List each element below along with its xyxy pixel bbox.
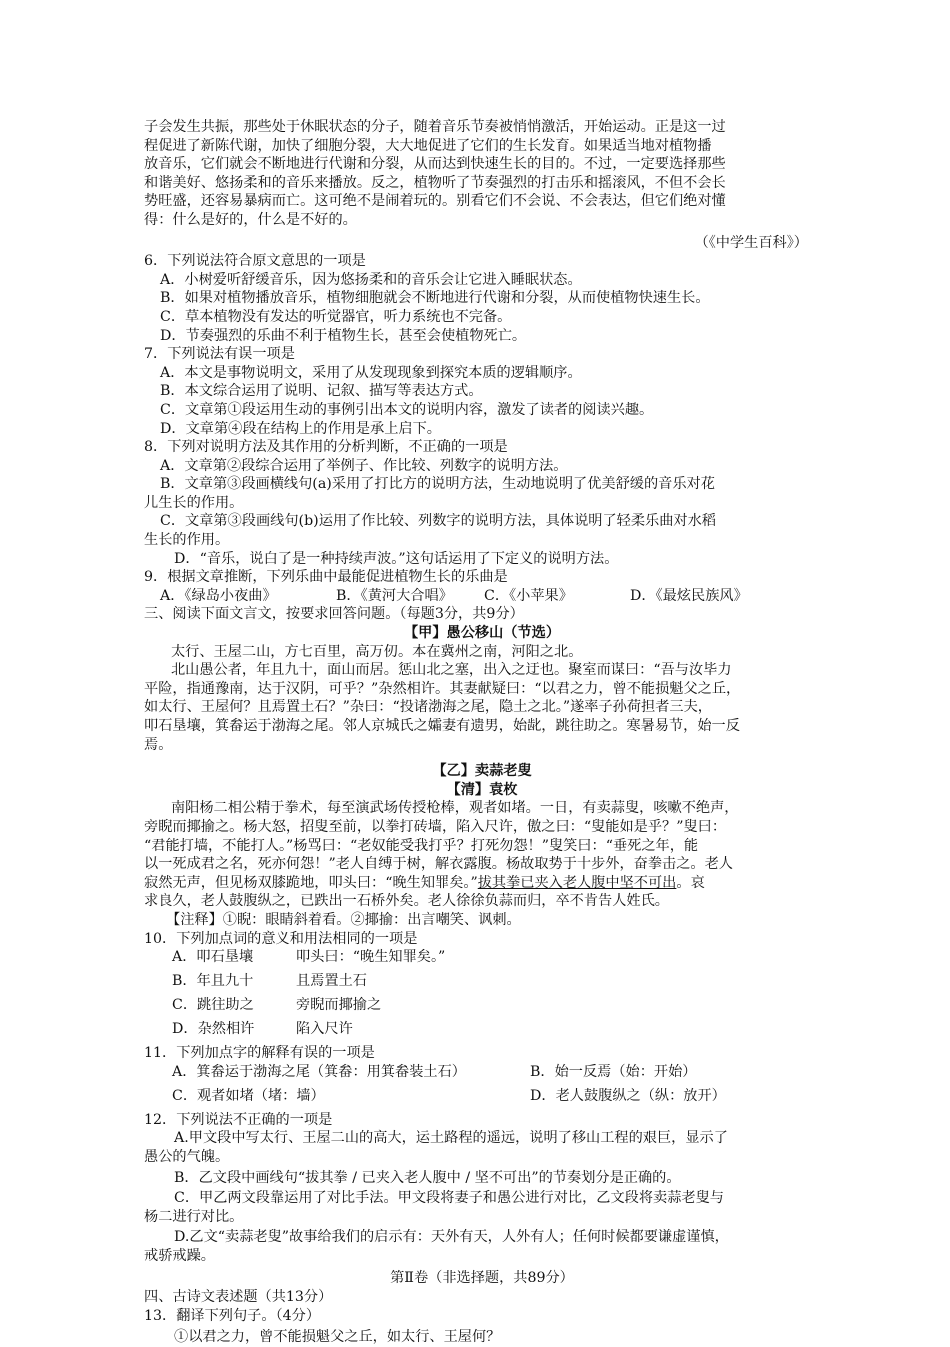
passage-jia-line: 叩石垦壤，箕畚运于渤海之尾。邻人京城氏之孀妻有遗男，始龀，跳往助之。寒暑易节，始一反 [144,718,740,734]
option-right: 陷入尺许 [296,1021,353,1038]
options-row [144,1063,820,1087]
option-b: B．文章第③段画横线句(a)采用了打比方的说明方法，生动地说明了优美舒缓的音乐对花 [160,476,715,493]
option-b: B．乙文段中画线句“拔其拳 / 已夹入老人腹中 / 坚不可出”的节奏划分是正确的。 [174,1169,681,1186]
option-a: A．小树爱听舒缓音乐，因为悠扬柔和的音乐会让它进入睡眠状态。 [160,271,582,288]
passage-jia-line: 北山愚公者，年且九十，面山而居。惩山北之塞，出入之迂也。聚室而谋曰：“吾与汝毕力 [170,662,732,679]
passage-end [144,118,820,252]
section-3 [144,605,820,929]
option-b: B．本文综合运用了说明、记叙、描写等表达方式。 [160,383,483,400]
option-left: C．跳往助之 [172,997,254,1014]
question-stem: 7．下列说法有误一项是 [144,346,295,363]
question-stem: 12．下列说法不正确的一项是 [144,1111,333,1128]
option-a: A．本文是事物说明文，采用了从发现现象到探究本质的逻辑顺序。 [160,364,582,381]
option-d: D．老人鼓腹纵之（纵：放开） [530,1087,726,1104]
option-c: C．草本植物没有发达的听觉器官，听力系统也不完备。 [160,308,512,325]
section-title: 四、古诗文表述题（共13分） [144,1289,333,1306]
option-b: B．《黄河大合唱》 [336,587,453,604]
question-stem: 8．下列对说明方法及其作用的分析判断，不正确的一项是 [144,439,508,456]
passage-line: 放音乐，它们就会不断地进行代谢和分裂，从而达到快速生长的目的。不过，一定要选择那些 [144,156,726,173]
part-2 [144,1269,820,1346]
options-row [144,1087,820,1111]
question-7 [144,345,820,438]
question-11 [144,1044,820,1111]
option-left: B．年且九十 [172,973,254,990]
sub-question: ①以君之力，曾不能损魁父之丘，如太行、王屋何？ [174,1329,501,1346]
option-c: C．文章第③段画线句(b)运用了作比较、列数字的说明方法，具体说明了轻柔乐曲对水稻 [160,513,716,530]
question-stem: 11．下列加点字的解释有误的一项是 [144,1045,375,1062]
passage-line: 子会发生共振，那些处于休眠状态的分子，随着音乐节奏被悄悄激活，开始运动。正是这一过 [144,119,726,135]
question-stem: 9．根据文章推断，下列乐曲中最能促进植物生长的乐曲是 [144,569,508,586]
option-c: C．甲乙两文段靠运用了对比手法。甲文段将妻子和愚公进行对比，乙文段将卖蒜老叟与 [174,1190,724,1207]
passage-yi-line: “君能打墙，不能打人。”杨骂曰：“老奴能受我打乎？打死勿怨！”叟笑曰：“垂死之年，能 [144,837,699,854]
text-segment: 寂然无声，但见杨双膝跪地，叩头曰：“晚生知罪矣。” [144,874,478,891]
passage-jia-line: 如太行、王屋何？且焉置土石？”杂曰：“投诸渤海之尾，隐土之北。”遂率子孙荷担者三夫， [144,699,712,716]
option-c: C．观者如堵（堵：墙） [172,1087,325,1104]
passage-yi-author: 【清】袁枚 [446,781,518,798]
option-a: A．文章第②段综合运用了举例子、作比较、列数字的说明方法。 [160,457,568,474]
passage-yi-line [144,874,820,893]
passage-jia-p1: 太行、王屋二山，方七百里，高万仞。本在冀州之南，河阳之北。 [170,643,583,660]
option-c-cont: 杨二进行对比。 [144,1208,244,1225]
option-d: D．《最炫民族风》 [630,587,748,604]
option-left: D．杂然相许 [172,1021,255,1038]
option-right: 且焉置土石 [296,973,367,990]
option-d: D．“音乐，说白了是一种持续声波。”这句话运用了下定义的说明方法。 [174,550,619,567]
option-a: A.甲文段中写太行、王屋二山的高大，运土路程的遥远，说明了移山工程的艰巨，显示了 [174,1130,728,1147]
option-right: 旁睨而揶揄之 [296,997,382,1014]
passage-jia-title: 【甲】愚公移山（节选） [403,625,561,642]
option-d: D．节奏强烈的乐曲不利于植物生长，甚至会使植物死亡。 [160,327,527,344]
option-a-cont: 愚公的气魄。 [144,1148,230,1165]
question-10 [144,930,820,1045]
section-title: 三、阅读下面文言文，按要求回答问题。（每题3分，共9分） [144,606,524,623]
option-b [144,972,820,996]
question-stem: 10．下列加点词的意义和用法相同的一项是 [144,930,418,947]
question-12 [144,1111,820,1266]
passage-yi-line: 旁睨而揶揄之。杨大怒，招叟至前，以拳打砖墙，陷入尺许，傲之曰：“叟能如是乎？”叟曰： [144,818,727,835]
passage-line: 得：什么是好的，什么是不好的。 [144,211,357,228]
text-segment: 。哀 [676,874,705,891]
annotation-note: 【注释】①睨：眼睛斜着看。②揶揄：出言嘲笑、讽刺。 [166,911,521,928]
option-c-cont: 生长的作用。 [144,532,230,549]
option-d: D.乙文“卖蒜老叟”故事给我们的启示有：天外有天，人外有人；任何时候都要谦虚谨慎， [174,1229,729,1246]
option-c: C．《小苹果》 [484,587,573,604]
option-d [144,1020,820,1044]
question-stem: 6．下列说法符合原文意思的一项是 [144,253,366,270]
question-9 [144,568,820,605]
passage-jia-line: 平险，指通豫南，达于汉阴，可乎？”杂然相许。其妻献疑曰：“以君之力，曾不能损魁父之丘， [144,680,741,697]
option-d-cont: 戒骄戒躁。 [144,1247,215,1264]
exam-page [144,118,820,1347]
passage-yi-line: 以一死成君之名，死亦何怨！”老人自缚于树，解衣露腹。杨故取势于十步外，奋拳击之。老人 [144,856,733,873]
option-b: B．如果对植物播放音乐，植物细胞就会不断地进行代谢和分裂，从而使植物快速生长。 [160,290,710,307]
passage-line: 和谐美好、悠扬柔和的音乐来播放。反之，植物听了节奏强烈的打击乐和摇滚风，不但不会长 [144,174,726,191]
question-8 [144,438,820,568]
options-row [144,587,820,606]
underlined-sentence: 拔其拳已夹入老人腹中坚不可出 [477,874,677,891]
option-right: 叩头曰：“晚生知罪矣。” [296,949,446,966]
part-title: 第Ⅱ卷（非选择题，共89分） [390,1270,574,1287]
option-b-cont: 儿生长的作用。 [144,494,244,511]
passage-yi-title: 【乙】卖蒜老叟 [432,763,532,780]
option-a: A．《绿岛小夜曲》 [160,587,277,604]
passage-jia-line: 焉。 [144,736,173,753]
question-6 [144,252,820,345]
option-left: A．叩石垦壤 [172,949,254,966]
option-b: B．始一反焉（始：开始） [530,1063,697,1080]
option-c: C．文章第①段运用生动的事例引出本文的说明内容，激发了读者的阅读兴趣。 [160,401,654,418]
passage-line: 程促进了新陈代谢，加快了细胞分裂，大大地促进了它们的生长发育。如果适当地对植物播 [144,137,712,154]
option-c [144,996,820,1020]
passage-line: 势旺盛，还容易暴病而亡。这可绝不是闹着玩的。别看它们不会说、不会表达，但它们绝对懂 [144,193,726,210]
passage-yi-line: 南阳杨二相公精于拳术，每至演武场传授枪棒，观者如堵。一日，有卖蒜叟，咳嗽不绝声， [170,800,739,817]
passage-source: （《中学生百科》） [694,234,808,251]
option-d: D．文章第④段在结构上的作用是承上启下。 [160,420,441,437]
option-a [144,948,820,972]
question-stem: 13．翻译下列句子。（4分） [144,1307,321,1324]
option-a: A．箕畚运于渤海之尾（箕畚：用箕畚装土石） [172,1063,466,1080]
passage-yi-line: 求良久，老人鼓腹纵之，已跌出一石桥外矣。老人徐徐负蒜而归，卒不肯告人姓氏。 [144,893,669,910]
